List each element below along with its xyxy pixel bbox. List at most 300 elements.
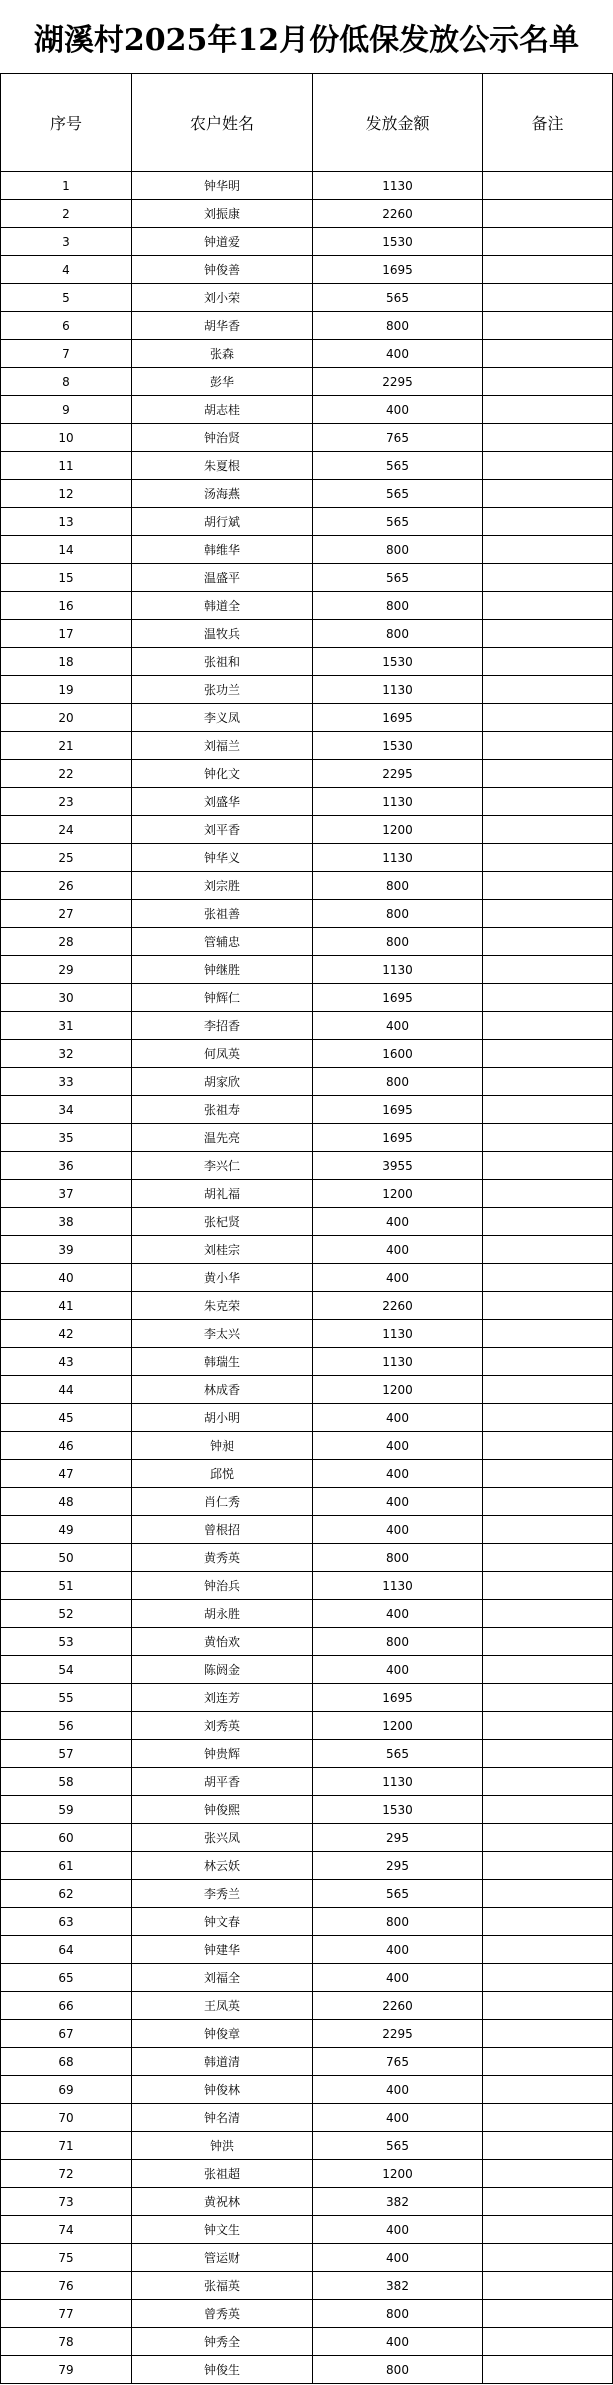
table-row — [1, 1712, 613, 1740]
row-index: 9 — [1, 396, 132, 424]
table-row — [1, 1880, 613, 1908]
table-row — [1, 2132, 613, 2160]
row-remark — [483, 676, 613, 704]
row-amount: 400 — [313, 2104, 483, 2132]
row-index: 25 — [1, 844, 132, 872]
row-amount: 565 — [313, 564, 483, 592]
table-row — [1, 1740, 613, 1768]
row-remark — [483, 1824, 613, 1852]
row-remark — [483, 1068, 613, 1096]
row-remark — [483, 1936, 613, 1964]
row-amount: 400 — [313, 1600, 483, 1628]
row-index: 30 — [1, 984, 132, 1012]
table-row — [1, 312, 613, 340]
row-amount: 565 — [313, 508, 483, 536]
row-index: 76 — [1, 2272, 132, 2300]
row-remark — [483, 844, 613, 872]
table-row — [1, 256, 613, 284]
table-row — [1, 228, 613, 256]
row-index: 36 — [1, 1152, 132, 1180]
row-amount: 800 — [313, 312, 483, 340]
row-remark — [483, 2048, 613, 2076]
row-index: 71 — [1, 2132, 132, 2160]
row-remark — [483, 1180, 613, 1208]
table-row — [1, 1796, 613, 1824]
row-name: 刘宗胜 — [132, 872, 313, 900]
row-name: 温牧兵 — [132, 620, 313, 648]
row-remark — [483, 1124, 613, 1152]
row-name: 朱克荣 — [132, 1292, 313, 1320]
table-row — [1, 452, 613, 480]
table-row — [1, 1292, 613, 1320]
table-row — [1, 1516, 613, 1544]
row-index: 2 — [1, 200, 132, 228]
row-amount: 800 — [313, 1628, 483, 1656]
row-remark — [483, 1516, 613, 1544]
row-index: 44 — [1, 1376, 132, 1404]
row-remark — [483, 1572, 613, 1600]
row-name: 管运财 — [132, 2244, 313, 2272]
row-index: 47 — [1, 1460, 132, 1488]
row-index: 34 — [1, 1096, 132, 1124]
row-index: 27 — [1, 900, 132, 928]
table-row — [1, 2244, 613, 2272]
row-index: 65 — [1, 1964, 132, 1992]
table-row — [1, 844, 613, 872]
row-index: 18 — [1, 648, 132, 676]
row-index: 33 — [1, 1068, 132, 1096]
row-amount: 565 — [313, 452, 483, 480]
table-row — [1, 1320, 613, 1348]
table-row — [1, 956, 613, 984]
header-name: 农户姓名 — [132, 74, 313, 172]
row-amount: 1530 — [313, 228, 483, 256]
row-remark — [483, 1376, 613, 1404]
row-amount: 1130 — [313, 1348, 483, 1376]
row-index: 23 — [1, 788, 132, 816]
row-index: 17 — [1, 620, 132, 648]
row-name: 邱悦 — [132, 1460, 313, 1488]
row-name: 曾秀英 — [132, 2300, 313, 2328]
row-name: 刘福全 — [132, 1964, 313, 1992]
row-name: 黄小华 — [132, 1264, 313, 1292]
row-remark — [483, 200, 613, 228]
row-amount: 400 — [313, 1460, 483, 1488]
row-remark — [483, 508, 613, 536]
row-index: 68 — [1, 2048, 132, 2076]
row-amount: 800 — [313, 2300, 483, 2328]
row-index: 45 — [1, 1404, 132, 1432]
row-remark — [483, 1404, 613, 1432]
row-amount: 800 — [313, 536, 483, 564]
row-amount: 400 — [313, 1936, 483, 1964]
row-remark — [483, 1488, 613, 1516]
row-amount: 400 — [313, 1404, 483, 1432]
table-row — [1, 368, 613, 396]
row-index: 19 — [1, 676, 132, 704]
table-row — [1, 1936, 613, 1964]
row-index: 1 — [1, 172, 132, 200]
row-name: 韩维华 — [132, 536, 313, 564]
row-remark — [483, 1740, 613, 1768]
row-index: 75 — [1, 2244, 132, 2272]
row-name: 钟俊熙 — [132, 1796, 313, 1824]
row-remark — [483, 396, 613, 424]
row-remark — [483, 1096, 613, 1124]
allowance-table — [0, 73, 613, 2384]
row-amount: 400 — [313, 1964, 483, 1992]
row-remark — [483, 760, 613, 788]
table-row — [1, 1432, 613, 1460]
row-remark — [483, 1460, 613, 1488]
row-name: 胡华香 — [132, 312, 313, 340]
row-index: 62 — [1, 1880, 132, 1908]
document-title: 湖溪村2025年12月份低保发放公示名单 — [33, 22, 580, 58]
row-remark — [483, 956, 613, 984]
row-index: 40 — [1, 1264, 132, 1292]
row-remark — [483, 1236, 613, 1264]
row-amount: 565 — [313, 1740, 483, 1768]
table-row — [1, 1460, 613, 1488]
table-row — [1, 760, 613, 788]
row-amount: 400 — [313, 1012, 483, 1040]
table-row — [1, 1376, 613, 1404]
row-amount: 800 — [313, 928, 483, 956]
row-index: 20 — [1, 704, 132, 732]
row-index: 37 — [1, 1180, 132, 1208]
row-remark — [483, 1292, 613, 1320]
row-name: 刘盛华 — [132, 788, 313, 816]
table-row — [1, 2300, 613, 2328]
row-remark — [483, 1964, 613, 1992]
header-amount: 发放金额 — [313, 74, 483, 172]
row-name: 胡家欣 — [132, 1068, 313, 1096]
row-amount: 565 — [313, 2132, 483, 2160]
row-name: 钟继胜 — [132, 956, 313, 984]
row-remark — [483, 1908, 613, 1936]
row-remark — [483, 564, 613, 592]
row-name: 黄祝林 — [132, 2188, 313, 2216]
row-name: 张祖寿 — [132, 1096, 313, 1124]
row-remark — [483, 1684, 613, 1712]
row-name: 钟治贤 — [132, 424, 313, 452]
row-amount: 295 — [313, 1852, 483, 1880]
row-name: 刘平香 — [132, 816, 313, 844]
table-row — [1, 732, 613, 760]
table-row — [1, 1656, 613, 1684]
row-name: 温先亮 — [132, 1124, 313, 1152]
row-index: 64 — [1, 1936, 132, 1964]
row-name: 钟辉仁 — [132, 984, 313, 1012]
row-amount: 1130 — [313, 1768, 483, 1796]
table-row — [1, 1096, 613, 1124]
row-name: 胡小明 — [132, 1404, 313, 1432]
table-row — [1, 1768, 613, 1796]
row-index: 61 — [1, 1852, 132, 1880]
row-amount: 382 — [313, 2188, 483, 2216]
table-row — [1, 1208, 613, 1236]
row-name: 张祖和 — [132, 648, 313, 676]
table-row — [1, 1264, 613, 1292]
row-remark — [483, 704, 613, 732]
row-name: 钟治兵 — [132, 1572, 313, 1600]
row-remark — [483, 368, 613, 396]
table-row — [1, 1404, 613, 1432]
row-remark — [483, 872, 613, 900]
row-remark — [483, 1012, 613, 1040]
table-row — [1, 536, 613, 564]
row-amount: 2260 — [313, 200, 483, 228]
row-index: 55 — [1, 1684, 132, 1712]
row-remark — [483, 1992, 613, 2020]
row-remark — [483, 1712, 613, 1740]
row-name: 韩道清 — [132, 2048, 313, 2076]
row-name: 钟昶 — [132, 1432, 313, 1460]
row-index: 43 — [1, 1348, 132, 1376]
table-row — [1, 396, 613, 424]
table-row — [1, 2104, 613, 2132]
row-amount: 1130 — [313, 1320, 483, 1348]
table-row — [1, 620, 613, 648]
row-index: 51 — [1, 1572, 132, 1600]
row-name: 刘小荣 — [132, 284, 313, 312]
table-row — [1, 2356, 613, 2384]
row-amount: 400 — [313, 1516, 483, 1544]
row-name: 钟道爱 — [132, 228, 313, 256]
row-index: 6 — [1, 312, 132, 340]
row-remark — [483, 592, 613, 620]
row-index: 70 — [1, 2104, 132, 2132]
table-row — [1, 340, 613, 368]
row-remark — [483, 928, 613, 956]
row-remark — [483, 1320, 613, 1348]
row-amount: 1695 — [313, 984, 483, 1012]
row-remark — [483, 1348, 613, 1376]
row-remark — [483, 2188, 613, 2216]
row-index: 50 — [1, 1544, 132, 1572]
row-amount: 565 — [313, 284, 483, 312]
row-remark — [483, 1208, 613, 1236]
table-row — [1, 1572, 613, 1600]
row-name: 张福英 — [132, 2272, 313, 2300]
row-index: 41 — [1, 1292, 132, 1320]
table-row — [1, 2160, 613, 2188]
row-index: 69 — [1, 2076, 132, 2104]
table-row — [1, 928, 613, 956]
row-remark — [483, 312, 613, 340]
row-index: 32 — [1, 1040, 132, 1068]
row-amount: 565 — [313, 1880, 483, 1908]
row-amount: 1695 — [313, 1684, 483, 1712]
table-row — [1, 1068, 613, 1096]
table-row — [1, 1152, 613, 1180]
row-index: 38 — [1, 1208, 132, 1236]
row-name: 钟华明 — [132, 172, 313, 200]
table-row — [1, 2328, 613, 2356]
row-index: 29 — [1, 956, 132, 984]
row-amount: 1130 — [313, 1572, 483, 1600]
row-index: 28 — [1, 928, 132, 956]
table-row — [1, 676, 613, 704]
row-amount: 400 — [313, 1264, 483, 1292]
table-row — [1, 900, 613, 928]
row-name: 钟俊林 — [132, 2076, 313, 2104]
row-amount: 382 — [313, 2272, 483, 2300]
row-amount: 1130 — [313, 956, 483, 984]
row-name: 钟建华 — [132, 1936, 313, 1964]
table-row — [1, 1040, 613, 1068]
row-name: 张兴凤 — [132, 1824, 313, 1852]
row-remark — [483, 1432, 613, 1460]
row-index: 42 — [1, 1320, 132, 1348]
table-row — [1, 172, 613, 200]
table-row — [1, 2048, 613, 2076]
row-amount: 800 — [313, 2356, 483, 2384]
table-row — [1, 2188, 613, 2216]
row-index: 58 — [1, 1768, 132, 1796]
row-index: 79 — [1, 2356, 132, 2384]
row-name: 刘桂宗 — [132, 1236, 313, 1264]
row-remark — [483, 900, 613, 928]
row-amount: 400 — [313, 396, 483, 424]
table-row — [1, 1124, 613, 1152]
row-amount: 2295 — [313, 2020, 483, 2048]
row-name: 张祖超 — [132, 2160, 313, 2188]
row-index: 39 — [1, 1236, 132, 1264]
row-amount: 1200 — [313, 1376, 483, 1404]
row-amount: 800 — [313, 900, 483, 928]
row-amount: 400 — [313, 1432, 483, 1460]
row-remark — [483, 1768, 613, 1796]
row-index: 26 — [1, 872, 132, 900]
row-remark — [483, 340, 613, 368]
row-amount: 765 — [313, 2048, 483, 2076]
row-name: 张森 — [132, 340, 313, 368]
row-name: 林云妖 — [132, 1852, 313, 1880]
row-name: 钟洪 — [132, 2132, 313, 2160]
row-remark — [483, 2328, 613, 2356]
row-name: 刘振康 — [132, 200, 313, 228]
table-row — [1, 1684, 613, 1712]
row-name: 胡永胜 — [132, 1600, 313, 1628]
row-amount: 1200 — [313, 816, 483, 844]
row-remark — [483, 256, 613, 284]
row-name: 李太兴 — [132, 1320, 313, 1348]
row-name: 温盛平 — [132, 564, 313, 592]
row-amount: 800 — [313, 1068, 483, 1096]
table-row — [1, 704, 613, 732]
row-amount: 400 — [313, 2076, 483, 2104]
row-amount: 400 — [313, 2244, 483, 2272]
table-row — [1, 1964, 613, 1992]
row-remark — [483, 2020, 613, 2048]
row-amount: 400 — [313, 1236, 483, 1264]
row-name: 朱夏根 — [132, 452, 313, 480]
row-remark — [483, 1796, 613, 1824]
row-amount: 800 — [313, 1544, 483, 1572]
row-index: 12 — [1, 480, 132, 508]
row-name: 李秀兰 — [132, 1880, 313, 1908]
row-remark — [483, 2300, 613, 2328]
row-name: 钟华义 — [132, 844, 313, 872]
row-amount: 1695 — [313, 1096, 483, 1124]
row-remark — [483, 2160, 613, 2188]
table-row — [1, 984, 613, 1012]
row-name: 汤海燕 — [132, 480, 313, 508]
row-remark — [483, 1544, 613, 1572]
header-remark: 备注 — [483, 74, 613, 172]
row-amount: 765 — [313, 424, 483, 452]
row-index: 5 — [1, 284, 132, 312]
row-index: 35 — [1, 1124, 132, 1152]
row-index: 52 — [1, 1600, 132, 1628]
row-name: 何凤英 — [132, 1040, 313, 1068]
row-amount: 1695 — [313, 256, 483, 284]
row-index: 21 — [1, 732, 132, 760]
row-remark — [483, 1600, 613, 1628]
row-amount: 800 — [313, 592, 483, 620]
table-row — [1, 1180, 613, 1208]
row-index: 57 — [1, 1740, 132, 1768]
row-index: 8 — [1, 368, 132, 396]
row-remark — [483, 284, 613, 312]
row-remark — [483, 2132, 613, 2160]
row-remark — [483, 2356, 613, 2384]
row-amount: 2260 — [313, 1292, 483, 1320]
row-name: 彭华 — [132, 368, 313, 396]
row-name: 张杞贤 — [132, 1208, 313, 1236]
row-remark — [483, 2244, 613, 2272]
row-index: 7 — [1, 340, 132, 368]
table-row — [1, 1012, 613, 1040]
row-index: 63 — [1, 1908, 132, 1936]
header-index: 序号 — [1, 74, 132, 172]
row-name: 钟贵辉 — [132, 1740, 313, 1768]
row-remark — [483, 452, 613, 480]
table-body — [1, 172, 613, 2384]
row-name: 胡平香 — [132, 1768, 313, 1796]
row-amount: 1695 — [313, 1124, 483, 1152]
row-remark — [483, 480, 613, 508]
row-remark — [483, 648, 613, 676]
row-name: 张功兰 — [132, 676, 313, 704]
table-row — [1, 1600, 613, 1628]
row-amount: 295 — [313, 1824, 483, 1852]
table-row — [1, 2020, 613, 2048]
row-name: 张祖善 — [132, 900, 313, 928]
row-name: 刘秀英 — [132, 1712, 313, 1740]
row-name: 韩瑞生 — [132, 1348, 313, 1376]
table-row — [1, 508, 613, 536]
row-amount: 3955 — [313, 1152, 483, 1180]
row-amount: 1530 — [313, 732, 483, 760]
row-name: 韩道全 — [132, 592, 313, 620]
row-amount: 1130 — [313, 676, 483, 704]
table-row — [1, 592, 613, 620]
row-name: 钟俊生 — [132, 2356, 313, 2384]
row-index: 73 — [1, 2188, 132, 2216]
row-name: 钟秀全 — [132, 2328, 313, 2356]
row-index: 14 — [1, 536, 132, 564]
row-name: 曾根招 — [132, 1516, 313, 1544]
row-remark — [483, 1852, 613, 1880]
table-row — [1, 424, 613, 452]
table-row — [1, 1488, 613, 1516]
row-amount: 1200 — [313, 2160, 483, 2188]
table-row — [1, 1236, 613, 1264]
row-name: 李义凤 — [132, 704, 313, 732]
row-index: 24 — [1, 816, 132, 844]
